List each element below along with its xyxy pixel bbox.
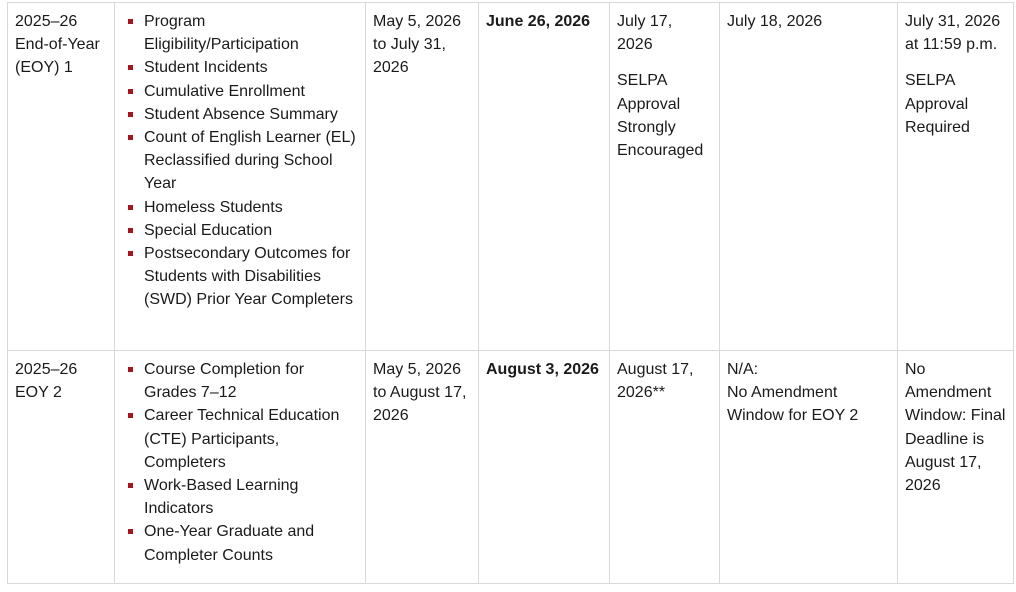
submission-window: May 5, 2026 to July 31, 2026 [366,3,479,351]
table-row [8,3,1014,351]
amendment-open-note: No Amendment Window for EOY 2 [727,384,859,425]
certification-date: July 17, 2026 [617,13,673,54]
submission-window: May 5, 2026 to August 17, 2026 [366,351,479,584]
certification-note: SELPA Approval Strongly Encouraged [617,72,704,160]
amendment-close-date: July 31, 2026 at 11:59 p.m. [905,13,1001,54]
list-item: Special Education [144,219,358,242]
data-items-list [122,358,358,567]
submission-schedule-table [7,2,1014,584]
list-item: Postsecondary Outcomes for Students with Disabilities (SWD) Prior Year Completers [144,242,358,312]
amendment-window-open [720,3,898,351]
list-item: Course Completion for Grades 7–12 [144,358,358,404]
certification-deadline-cell [610,3,720,351]
certification-date: August 17, 2026** [617,361,694,402]
table-row [8,351,1014,584]
collection-name: 2025–26 EOY 2 [8,351,115,584]
amendment-window-close [898,351,1014,584]
list-item: Cumulative Enrollment [144,80,358,103]
list-item: Program Eligibility/Participation [144,10,358,56]
amendment-close-note: No Amendment Window: Final Deadline is August 17, 2026 [905,361,1006,495]
data-items-cell [115,3,366,351]
amendment-open-label: N/A: [727,361,759,378]
amendment-close-note: SELPA Approval Required [905,72,970,136]
list-item: Homeless Students [144,196,358,219]
submission-deadline: June 26, 2026 [479,3,610,351]
data-items-list [122,10,358,312]
amendment-window-open [720,351,898,584]
list-item: Student Incidents [144,56,358,79]
submission-deadline: August 3, 2026 [479,351,610,584]
list-item: Count of English Learner (EL) Reclassified during School Year [144,126,358,196]
amendment-open-date: July 18, 2026 [727,13,823,30]
list-item: Career Technical Education (CTE) Participants, Completers [144,404,358,474]
list-item: One-Year Graduate and Completer Counts [144,520,358,566]
amendment-window-close [898,3,1014,351]
data-items-cell [115,351,366,584]
list-item: Student Absence Summary [144,103,358,126]
certification-deadline-cell [610,351,720,584]
list-item: Work-Based Learning Indicators [144,474,358,520]
collection-name: 2025–26 End-of-Year (EOY) 1 [8,3,115,351]
